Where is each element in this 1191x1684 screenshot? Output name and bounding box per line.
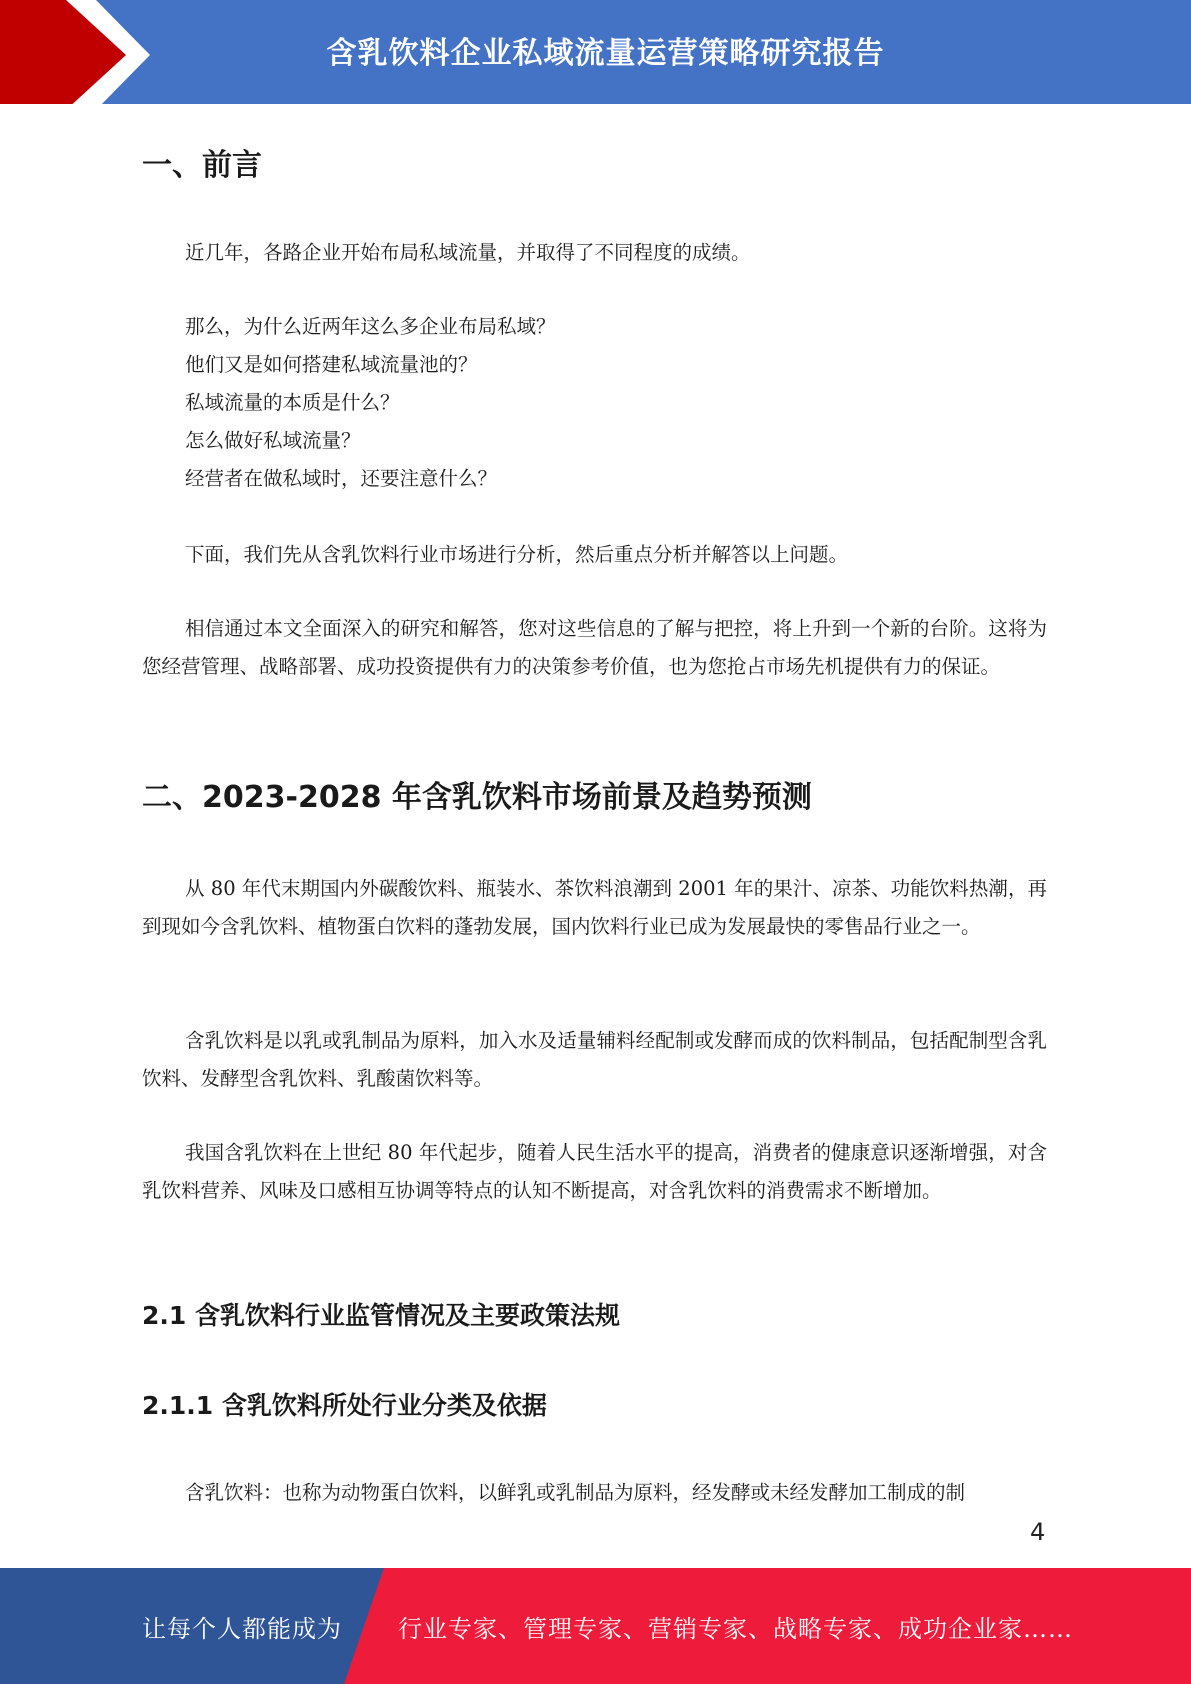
subsection-heading: 2.1.1 含乳饮料所处行业分类及依据 [142,1391,547,1420]
paragraph: 下面，我们先从含乳饮料行业市场进行分析，然后重点分析并解答以上问题。 [185,543,849,566]
page-footer [0,1568,1191,1684]
paragraph: 从 80 年代末期国内外碳酸饮料、瓶装水、茶饮料浪潮到 2001 年的果汁、凉茶、功能饮料热潮，再到现如今含乳饮料、植物蛋白饮料的蓬勃发展，国内饮料行业已成为发展最快的零售品行业之一。 [142,877,1047,938]
subsection-heading: 2.1 含乳饮料行业监管情况及主要政策法规 [142,1301,620,1330]
report-title: 含乳饮料企业私域流量运营策略研究报告 [326,36,885,71]
page-header [0,0,1191,110]
footer-slogan-right: 行业专家、管理专家、营销专家、战略专家、成功企业家…… [398,1614,1073,1643]
question-line: 怎么做好私域流量？ [185,429,361,452]
footer-slogan-left: 让每个人都能成为 [142,1614,342,1643]
question-line: 私域流量的本质是什么？ [185,391,400,414]
question-line: 那么，为什么近两年这么多企业布局私域？ [185,315,556,338]
section-2-heading: 二、2023-2028 年含乳饮料市场前景及趋势预测 [142,780,812,815]
paragraph: 我国含乳饮料在上世纪 80 年代起步，随着人民生活水平的提高，消费者的健康意识逐渐增强，对含乳饮料营养、风味及口感相互协调等特点的认知不断提高，对含乳饮料的消费需求不断增加。 [142,1141,1047,1202]
paragraph: 含乳饮料：也称为动物蛋白饮料，以鲜乳或乳制品为原料，经发酵或未经发酵加工制成的制 [185,1481,966,1504]
page-number: 4 [1030,1518,1046,1546]
question-line: 经营者在做私域时，还要注意什么？ [185,467,498,490]
question-line: 他们又是如何搭建私域流量池的？ [185,353,478,376]
paragraph: 含乳饮料是以乳或乳制品为原料，加入水及适量辅料经配制或发酵而成的饮料制品，包括配制型含乳饮料、发酵型含乳饮料、乳酸菌饮料等。 [142,1029,1047,1090]
header-divider [0,104,1191,110]
section-1-heading: 一、前言 [142,148,262,183]
paragraph: 相信通过本文全面深入的研究和解答，您对这些信息的了解与把控，将上升到一个新的台阶。这将为您经营管理、战略部署、成功投资提供有力的决策参考价值，也为您抢占市场先机提供有力的保证。 [142,617,1047,678]
paragraph: 近几年，各路企业开始布局私域流量，并取得了不同程度的成绩。 [185,241,751,264]
